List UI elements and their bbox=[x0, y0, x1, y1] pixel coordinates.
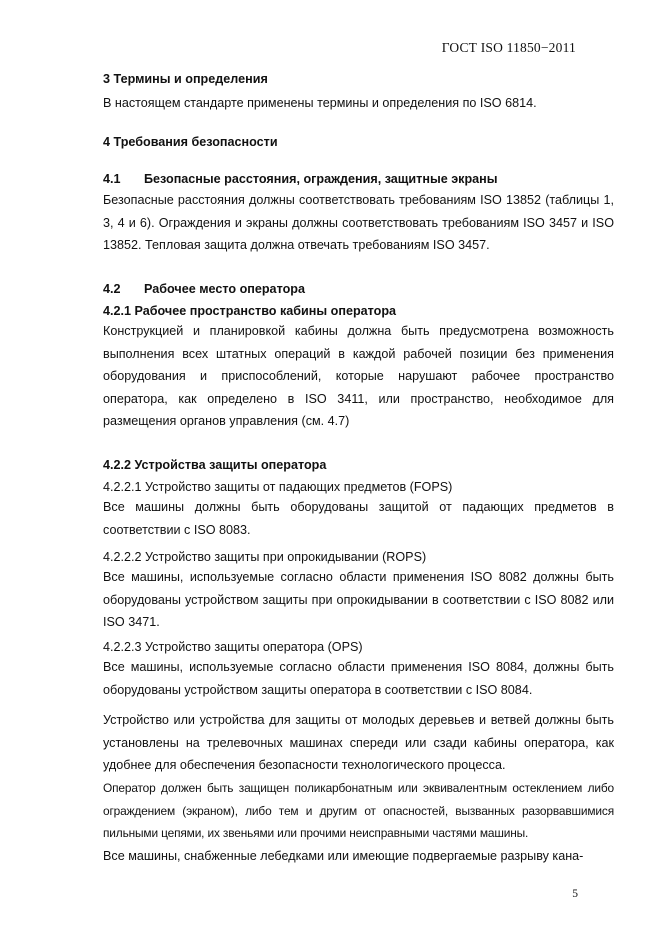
trees-protection-paragraph bbox=[103, 709, 614, 777]
section-4-2-1-text bbox=[103, 320, 614, 433]
section-4-2-2-heading: 4.2.2 Устройства защиты оператора bbox=[103, 458, 327, 472]
section-4-heading: 4 Требования безопасности bbox=[103, 135, 278, 149]
paragraph-text: Конструкцией и планировкой кабины должна быть предусмотрена возможность выполнения всех штатных операций в каждой рабочей позиции без применения оборудования и приспособлений, которые нарушают рабочее пространство оператора, как определено в ISO 3411, или пространство, необходимое для размещения органов управления (см. 4.7) bbox=[103, 324, 614, 429]
paragraph-text: Все машины, используемые согласно области применения ISO 8084, должны быть оборудованы устройством защиты оператора в соответствии с ISO 8084. bbox=[103, 660, 614, 697]
rops-text bbox=[103, 566, 614, 634]
paragraph-text: Все машины, используемые согласно области применения ISO 8082 должны быть оборудованы устройством защиты при опрокидывании в соответствии с ISO 8082 или ISO 3471. bbox=[103, 570, 614, 630]
document-header: ГОСТ ISO 11850−2011 bbox=[441, 40, 576, 55]
paragraph-text: Оператор должен быть защищен поликарбонатным или эквивалентным остеклением либо ограждением (экраном), либо тем и другим от опасностей, вызванных разорвавшимися пильными цепями, их звеньями или прочими неисправными частями машины. bbox=[103, 781, 614, 841]
paragraph-text: Безопасные расстояния должны соответствовать требованиям ISO 13852 (таблицы 1, 3, 4 и 6). Ограждения и экраны должны соответствовать требованиям ISO 3457 и ISO 13852. Тепловая защита должна отвечать требованиям ISO 3457. bbox=[103, 193, 614, 253]
section-number: 4.1 bbox=[103, 172, 121, 186]
paragraph-text: Все машины, снабженные лебедками или имеющие подвергаемые разрыву кана- bbox=[103, 849, 584, 863]
winch-paragraph bbox=[103, 845, 614, 868]
section-3-heading: 3 Термины и определения bbox=[103, 72, 268, 86]
paragraph-text: Устройство или устройства для защиты от молодых деревьев и ветвей должны быть установлены на трелевочных машинах спереди или сзади кабины оператора, как удобнее для обеспечения безопасности технологического процесса. bbox=[103, 713, 614, 773]
section-4-2-heading bbox=[103, 282, 614, 296]
ops-title: 4.2.2.3 Устройство защиты оператора (OPS) bbox=[103, 640, 363, 654]
glazing-paragraph bbox=[103, 777, 614, 845]
section-4-1-heading bbox=[103, 172, 614, 186]
section-3-text: В настоящем стандарте применены термины и определения по ISO 6814. bbox=[103, 96, 537, 110]
section-4-1-text bbox=[103, 189, 614, 257]
page-number: 5 bbox=[572, 888, 578, 900]
section-number: 4.2 bbox=[103, 282, 121, 296]
ops-text bbox=[103, 656, 614, 701]
paragraph-text: Все машины должны быть оборудованы защитой от падающих предметов в соответствии с ISO 8083. bbox=[103, 500, 614, 537]
fops-text bbox=[103, 496, 614, 541]
fops-title: 4.2.2.1 Устройство защиты от падающих предметов (FOPS) bbox=[103, 480, 453, 494]
section-title: Безопасные расстояния, ограждения, защитные экраны bbox=[144, 172, 498, 186]
section-4-2-1-heading: 4.2.1 Рабочее пространство кабины оператора bbox=[103, 304, 397, 318]
section-title: Рабочее место оператора bbox=[144, 282, 305, 296]
rops-title: 4.2.2.2 Устройство защиты при опрокидывании (ROPS) bbox=[103, 550, 427, 564]
